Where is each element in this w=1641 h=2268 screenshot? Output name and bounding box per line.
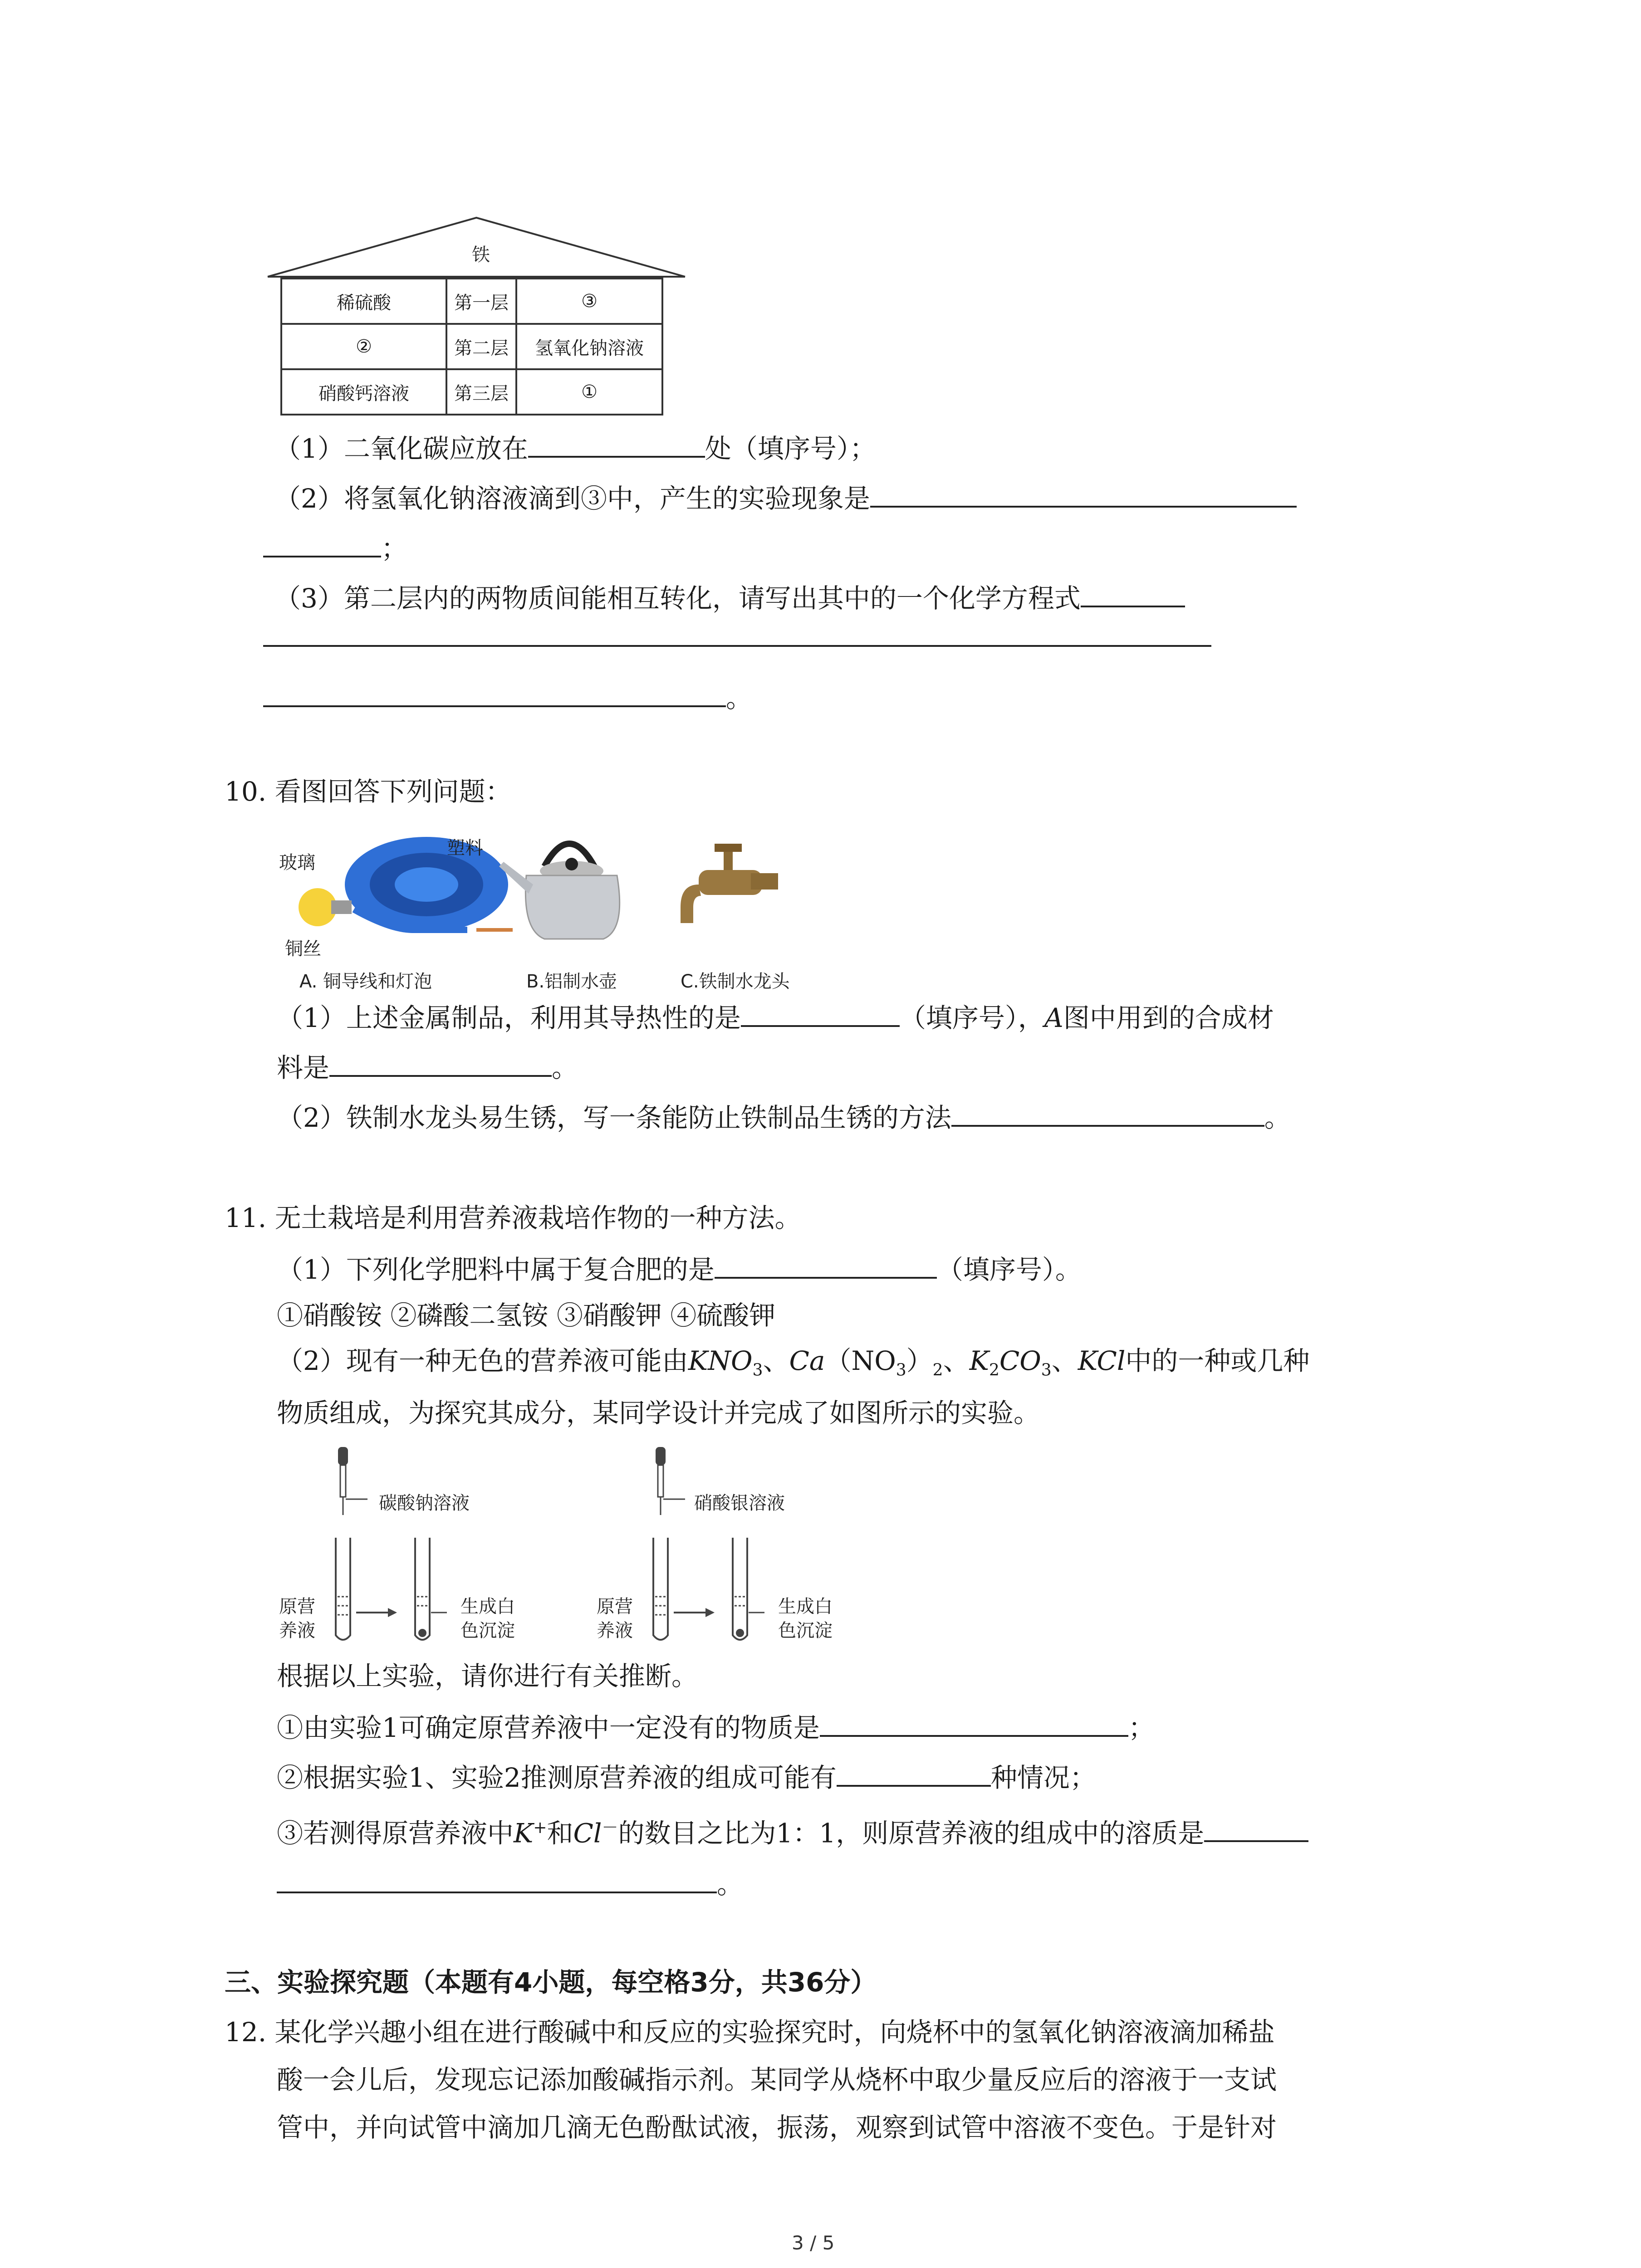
- answer-blank[interactable]: [715, 1250, 937, 1279]
- q9-part3-end: 。: [263, 678, 752, 716]
- orig-solution-label-1: 原营: [279, 1596, 315, 1617]
- answer-blank[interactable]: [820, 1708, 1128, 1737]
- house-row-3: [281, 369, 662, 415]
- house-cell: 第一层: [446, 279, 516, 324]
- q10-part1: （1）上述金属制品，利用其导热性的是 （填序号），A图中用到的合成材: [277, 998, 1274, 1036]
- answer-blank[interactable]: [263, 678, 726, 707]
- house-cell: ③: [516, 279, 662, 324]
- house-roof-label: 铁: [472, 244, 490, 265]
- q12-line-3: 管中，并向试管中滴加几滴无色酚酞试液，振荡，观察到试管中溶液不变色。于是针对: [277, 2112, 1277, 2143]
- q11-part1: （1）下列化学肥料中属于复合肥的是 （填序号）。: [277, 1250, 1082, 1288]
- answer-line[interactable]: [263, 645, 1211, 647]
- q11-part2-cont: 物质组成，为探究其成分，某同学设计并完成了如图所示的实验。: [277, 1398, 1040, 1428]
- label-glass: 玻璃: [279, 852, 315, 873]
- q12-line-2: 酸一会儿后，发现忘记添加酸碱指示剂。某同学从烧杯中取少量反应后的溶液于一支试: [277, 2064, 1277, 2095]
- orig-solution-label-2b: 养液: [597, 1620, 633, 1641]
- orig-solution-label-1b: 养液: [279, 1620, 315, 1641]
- house-cell: 第三层: [446, 369, 516, 415]
- house-cell: ①: [516, 369, 662, 415]
- reagent-1-label: 碳酸钠溶液: [379, 1493, 470, 1514]
- q9-part3: （3）第二层内的两物质间能相互转化，请写出其中的一个化学方程式: [274, 578, 1185, 616]
- iron-faucet-image: [671, 835, 789, 953]
- house-row-1: [281, 279, 662, 324]
- q11-options: ①硝酸铵 ②磷酸二氢铵 ③硝酸钾 ④硫酸钾: [277, 1300, 776, 1331]
- q11-step3: ③若测得原营养液中K+和Cl－的数目之比为1：1，则原营养液的组成中的溶质是: [277, 1810, 1308, 1851]
- q9-part2: （2）将氢氧化钠溶液滴到③中，产生的实验现象是: [274, 479, 1297, 517]
- q10-part2: （2）铁制水龙头易生锈，写一条能防止铁制品生锈的方法 。: [277, 1098, 1291, 1136]
- answer-blank[interactable]: [951, 1098, 1264, 1127]
- section-heading: 三、实验探究题（本题有4小题，每空格3分，共36分）: [225, 1967, 877, 1998]
- label-copper: 铜丝: [285, 938, 321, 959]
- house-cell: 稀硫酸: [281, 279, 446, 324]
- aluminum-kettle-image: [495, 816, 644, 953]
- answer-blank[interactable]: [1204, 1813, 1308, 1842]
- page-number: 3 / 5: [792, 2232, 835, 2254]
- answer-blank[interactable]: [741, 998, 900, 1027]
- result-label-1b: 色沉淀: [460, 1620, 515, 1641]
- q12-line-1: 12. 某化学兴趣小组在进行酸碱中和反应的实验探究时，向烧杯中的氢氧化钠溶液滴加稀盐: [225, 2017, 1275, 2048]
- q9-part2-cont: ；: [263, 528, 407, 567]
- result-label-2b: 色沉淀: [778, 1620, 833, 1641]
- answer-blank[interactable]: [277, 1864, 717, 1893]
- house-table: [280, 278, 663, 415]
- result-label-2: 生成白: [778, 1596, 833, 1617]
- result-label-1: 生成白: [460, 1596, 515, 1617]
- answer-blank[interactable]: [528, 429, 705, 458]
- caption-c: C.铁制水龙头: [681, 971, 790, 992]
- house-cell: 第二层: [446, 324, 516, 369]
- q10-part1-cont: 料是 。: [277, 1048, 578, 1086]
- q11-step2: ②根据实验1、实验2推测原营养液的组成可能有 种情况；: [277, 1758, 1096, 1796]
- answer-blank[interactable]: [263, 528, 381, 557]
- house-cell: 硝酸钙溶液: [281, 369, 446, 415]
- house-row-2: [281, 324, 662, 369]
- q9-part1: （1）二氧化碳应放在 处（填序号）；: [274, 429, 876, 467]
- orig-solution-label-2: 原营: [597, 1596, 633, 1617]
- caption-a: A. 铜导线和灯泡: [299, 971, 432, 992]
- q11-part2: （2）现有一种无色的营养液可能由$KNO_3$、$Ca(NO_3)_2$、$K_2CO_3$、KCl中的一种或几种: [277, 1345, 1310, 1380]
- q11-infer: 根据以上实验，请你进行有关推断。: [277, 1661, 698, 1691]
- answer-blank[interactable]: [870, 479, 1297, 508]
- answer-blank[interactable]: [1081, 578, 1185, 607]
- answer-blank[interactable]: [837, 1758, 991, 1787]
- caption-b: B.铝制水壶: [526, 971, 617, 992]
- q11-title: 11. 无土栽培是利用营养液栽培作物的一种方法。: [225, 1202, 801, 1233]
- house-cell: 氢氧化钠溶液: [516, 324, 662, 369]
- answer-blank[interactable]: [329, 1048, 552, 1077]
- q10-title: 10. 看图回答下列问题：: [225, 776, 512, 807]
- reagent-2-label: 硝酸银溶液: [694, 1493, 785, 1514]
- q11-step3-end: 。: [277, 1864, 743, 1902]
- label-plastic: 塑料: [447, 838, 483, 859]
- house-cell: ②: [281, 324, 446, 369]
- q11-step1: ①由实验1可确定原营养液中一定没有的物质是 ；: [277, 1708, 1155, 1746]
